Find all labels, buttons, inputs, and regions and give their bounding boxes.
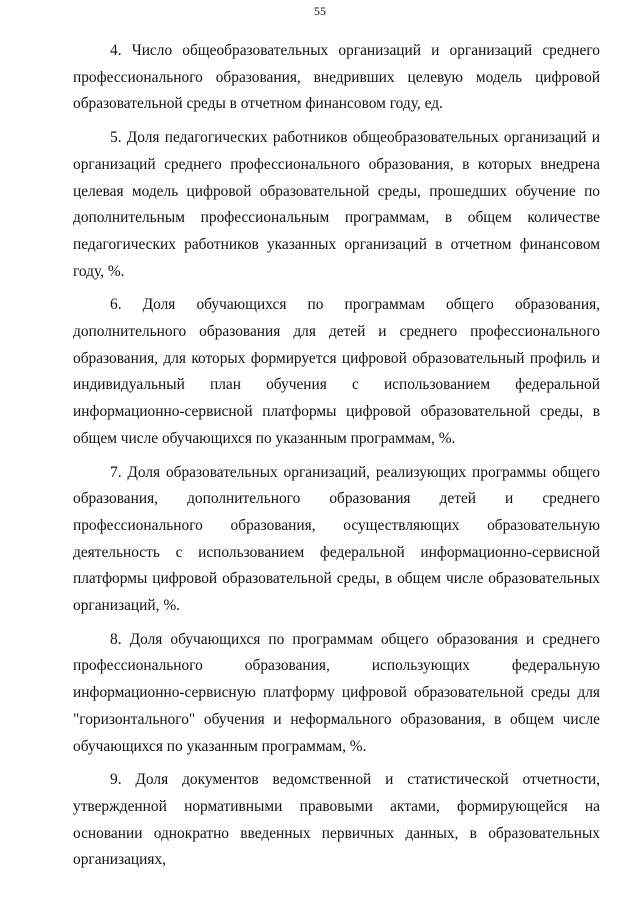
- paragraph-item-6: 6. Доля обучающихся по программам общего образования, дополнительного образования для детей и среднего профессионального образования, для которых формируется цифровой образовательный профиль и индивидуальный план обучения с использованием федеральной информационно-сервисной платформы цифровой образовательной среды, в общем числе обучающихся по указанным программам, %.: [73, 296, 600, 447]
- paragraph-item-9: 9. Доля документов ведомственной и статистической отчетности, утвержденной нормативными правовыми актами, формирующейся на основании однократно введенных первичных данных, в образовательных организациях,: [73, 771, 600, 869]
- paragraph-item-8: 8. Доля обучающихся по программам общего образования и среднего профессионального образования, использующих федеральную информационно-сервисную платформу цифровой образовательной среды для "горизонтального" обучения и неформального образования, в общем числе обучающихся по указанным программам, %.: [73, 630, 600, 755]
- paragraph-item-5: 5. Доля педагогических работников общеобразовательных организаций и организаций среднего профессионального образования, в которых внедрена целевая модель цифровой образовательной среды, прошедших обучение по дополнительным профессиональным программам, в общем количестве педагогических работников указанных организаций в отчетном финансовом году, %.: [73, 129, 600, 280]
- paragraph-item-4: 4. Число общеобразовательных организаций и организаций среднего профессионального образования, внедривших целевую модель цифровой образовательной среды в отчетном финансовом году, ед.: [73, 42, 600, 113]
- paragraph-item-7: 7. Доля образовательных организаций, реализующих программы общего образования, дополнительного образования детей и среднего профессионального образования, осуществляющих образовательную деятельность с использованием федеральной информационно-сервисной платформы цифровой образовательной среды, в общем числе образовательных организаций, %.: [73, 463, 600, 615]
- document-body: [73, 38, 600, 874]
- page-number: 55: [314, 4, 326, 18]
